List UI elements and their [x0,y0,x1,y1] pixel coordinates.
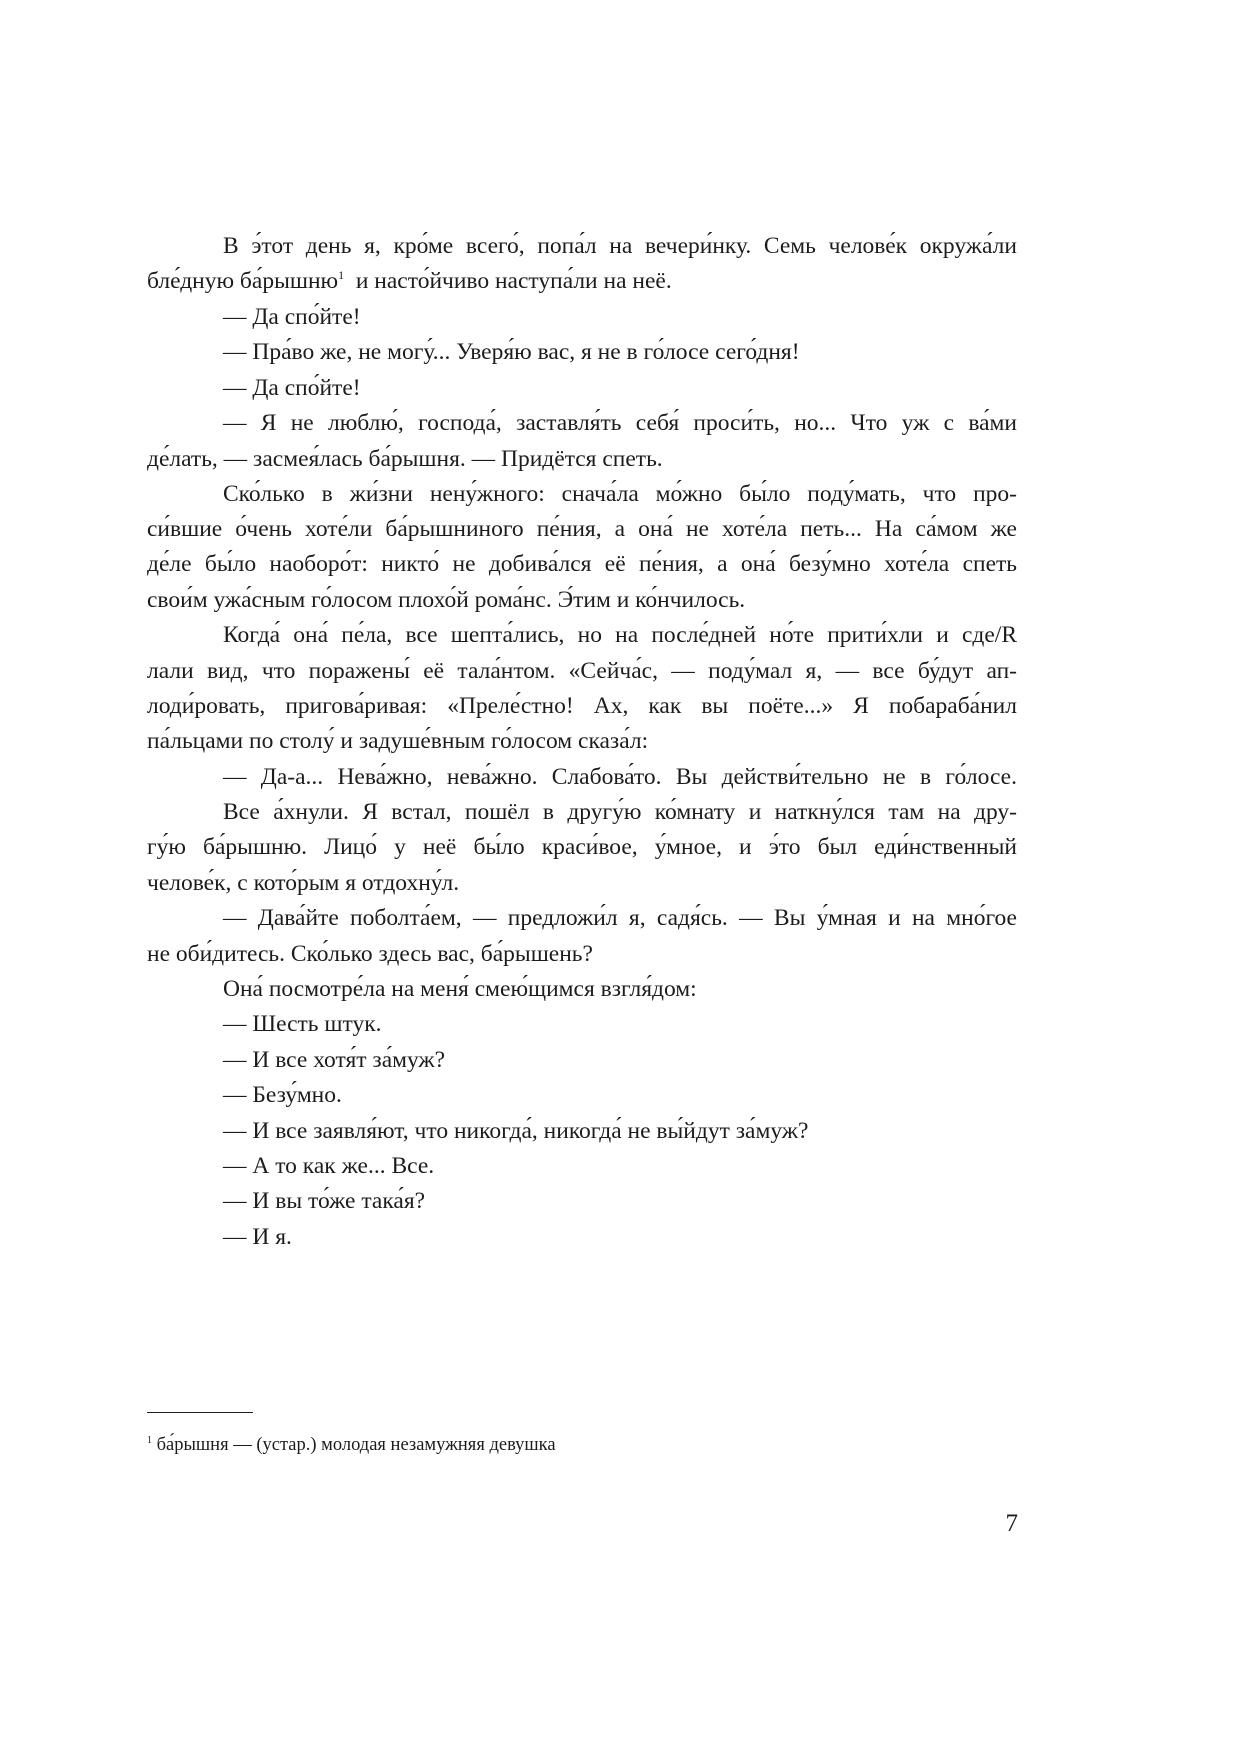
text-line: Она́ посмотре́ла на меня́ смею́щимся взгля́дом: [223,976,697,1002]
text-line: — Шесть штук. [223,1011,382,1037]
page-number: 7 [1005,1510,1018,1537]
text-line: гу́ю ба́рышню. Лицо́ у неё бы́ло краси́вое, у́мное, и э́то был еди́нственный [147,834,1017,860]
text-line: не оби́дитесь. Ско́лько здесь вас, ба́рышень? [147,941,593,967]
footnote-rule [147,1412,253,1413]
text-line: си́вшие о́чень хоте́ли ба́рышниного пе́ния, а она́ не хоте́ла петь... На са́мом же [147,516,1017,542]
footnote [147,1433,556,1457]
text-line: — Дава́йте поболта́ем, — предложи́л я, садя́сь. — Вы у́мная и на мно́гое [223,905,1017,931]
text-fragment: и насто́йчиво наступа́ли на неё. [355,268,672,294]
text-line: лали вид, что поражены́ её тала́нтом. «Сейча́с, — поду́мал я, — все бу́дут ап- [147,658,1017,684]
footnote-reference[interactable]: 1 [338,268,345,282]
text-line: — Да-а... Нева́жно, нева́жно. Слабова́то. Вы действи́тельно не в го́лосе. [223,764,1017,790]
text-line: — Да спо́йте! [223,304,361,330]
text-line: — И я. [223,1224,292,1250]
text-line: — Пра́во же, не могу́... Уверя́ю вас, я не в го́лосе сего́дня! [223,339,800,365]
text-line: Ско́лько в жи́зни нену́жного: снача́ла мо́жно бы́ло поду́мать, что про- [223,481,1017,507]
text-line: — И все заявля́ют, что никогда́, никогда́ не вы́йдут за́муж? [223,1118,809,1144]
footnote-text: ба́рышня — (устар.) молодая незамужняя девушка [156,1435,556,1455]
text-line: Все а́хнули. Я встал, пошёл в другу́ю ко́мнату и наткну́лся там на дру- [223,799,1017,825]
text-line: лоди́ровать, пригова́ривая: «Преле́стно! Ах, как вы поёте...» Я побараба́нил [147,693,1017,719]
text-line: де́лать, — засмея́лась ба́рышня. — Придётся спеть. [147,446,663,472]
text-line: — И все хотя́т за́муж? [223,1047,446,1073]
text-line [147,265,1017,297]
text-line: — А то как же... Все. [223,1153,435,1179]
text-line: свои́м ужа́сным го́лосом плохо́й рома́нс. Э́тим и ко́нчилось. [147,587,746,613]
footnote-marker: 1 [147,1435,152,1446]
text-line: Когда́ она́ пе́ла, все шепта́лись, но на после́дней но́те прити́хли и сде/R [223,622,1017,648]
text-fragment: бле́дную ба́рышню [147,268,339,294]
text-line: В э́тот день я, кро́ме всего́, попа́л на вечери́нку. Семь челове́к окружа́ли [223,233,1017,259]
text-line: — Да спо́йте! [223,375,361,401]
text-line: де́ле бы́ло наоборо́т: никто́ не добива́лся её пе́ния, а она́ безу́мно хоте́ла спеть [147,551,1017,577]
text-line: челове́к, с кото́рым я отдохну́л. [147,870,460,896]
text-line: — Безу́мно. [223,1082,342,1108]
text-line: — Я не люблю́, господа́, заставля́ть себя́ проси́ть, но... Что уж с ва́ми [223,410,1017,436]
text-line: па́льцами по столу́ и задуше́вным го́лосом сказа́л: [147,728,649,754]
text-line: — И вы то́же така́я? [223,1188,426,1214]
